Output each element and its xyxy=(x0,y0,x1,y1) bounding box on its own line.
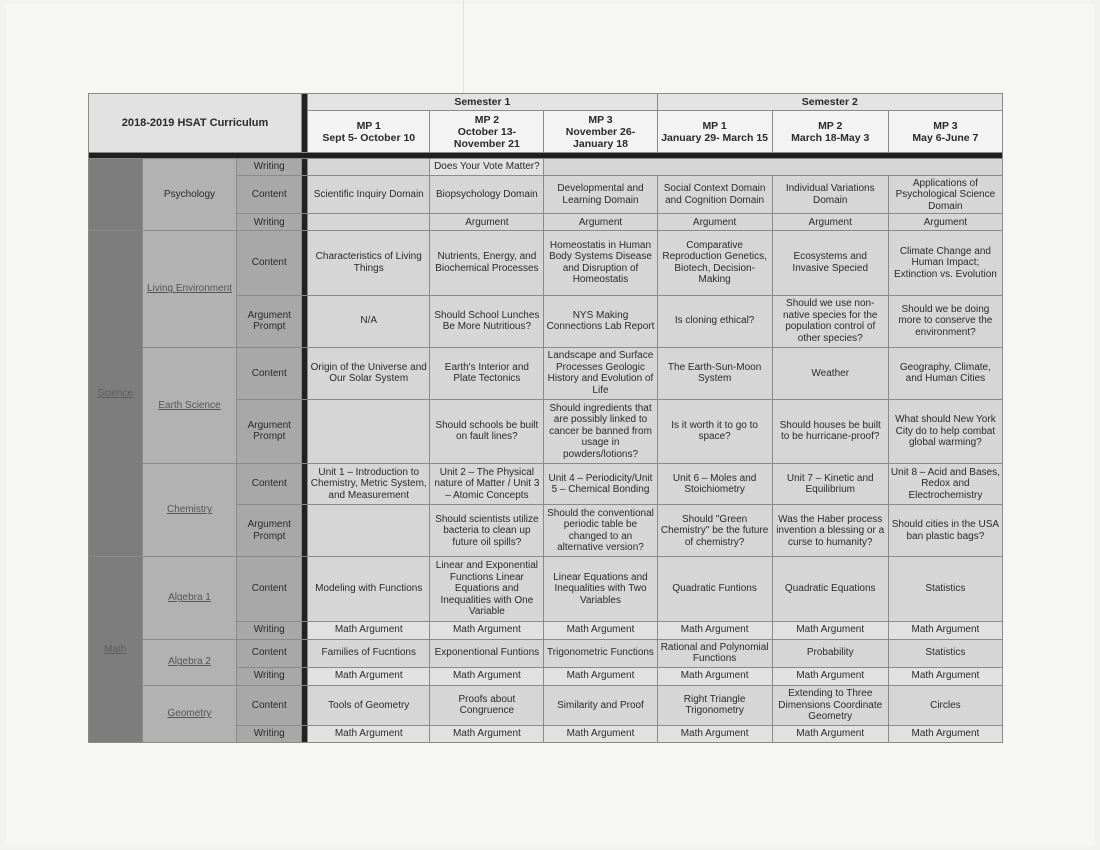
table-cell xyxy=(308,214,430,231)
table-cell: Trigonometric Functions xyxy=(544,639,657,667)
semester-1-header: Semester 1 xyxy=(308,94,657,111)
table-cell: Earth's Interior and Plate Tectonics xyxy=(430,347,544,399)
subject-algebra-1: Algebra 1 xyxy=(142,557,237,639)
table-cell: Extending to Three Dimensions Coordinate Geometry xyxy=(772,685,888,725)
table-cell: Unit 4 – Periodicity/Unit 5 – Chemical Bonding xyxy=(544,464,657,505)
subject-algebra-2: Algebra 2 xyxy=(142,639,237,685)
table-cell: Should we be doing more to conserve the environment? xyxy=(888,295,1002,347)
table-cell: Nutrients, Energy, and Biochemical Processes xyxy=(430,231,544,295)
table-cell: Should we use non-native species for the population control of other species? xyxy=(772,295,888,347)
table-cell: NYS Making Connections Lab Report xyxy=(544,295,657,347)
type-writing: Writing xyxy=(237,621,302,639)
type-writing: Writing xyxy=(237,667,302,685)
table-cell: Unit 7 – Kinetic and Equilibrium xyxy=(772,464,888,505)
table-cell: Quadratic Equations xyxy=(772,557,888,621)
table-cell: Characteristics of Living Things xyxy=(308,231,430,295)
table-cell: Does Your Vote Matter? xyxy=(430,159,544,176)
type-argument-prompt: Argument Prompt xyxy=(237,399,302,463)
type-content: Content xyxy=(237,685,302,725)
subject-chemistry: Chemistry xyxy=(142,464,237,557)
table-cell: Should schools be built on fault lines? xyxy=(430,399,544,463)
paper-fold-line xyxy=(463,0,464,95)
table-cell: Biopsychology Domain xyxy=(430,176,544,214)
subject-earth-science: Earth Science xyxy=(142,347,237,463)
table-cell: Probability xyxy=(772,639,888,667)
table-cell: Math Argument xyxy=(544,725,657,742)
table-cell: Should School Lunches Be More Nutritious? xyxy=(430,295,544,347)
table-cell: Exponentional Funtions xyxy=(430,639,544,667)
table-cell: Should scientists utilize bacteria to clean up future oil spills? xyxy=(430,505,544,557)
mp-header: MP 2 October 13-November 21 xyxy=(430,111,544,153)
table-cell: Is cloning ethical? xyxy=(657,295,772,347)
table-cell: Should ingredients that are possibly linked to cancer be banned from usage in powders/lotions? xyxy=(544,399,657,463)
table-cell: Math Argument xyxy=(308,667,430,685)
table-cell: Linear and Exponential Functions Linear Equations and Inequalities with One Variable xyxy=(430,557,544,621)
table-cell: Right Triangle Trigonometry xyxy=(657,685,772,725)
subject-psychology: Psychology xyxy=(142,159,237,231)
table-cell: Social Context Domain and Cognition Domain xyxy=(657,176,772,214)
table-cell: Math Argument xyxy=(430,667,544,685)
table-cell: Math Argument xyxy=(657,667,772,685)
type-writing: Writing xyxy=(237,159,302,176)
table-cell: Math Argument xyxy=(657,725,772,742)
table-cell: Geography, Climate, and Human Cities xyxy=(888,347,1002,399)
type-content: Content xyxy=(237,557,302,621)
table-cell: Origin of the Universe and Our Solar System xyxy=(308,347,430,399)
table-cell: Argument xyxy=(544,214,657,231)
table-cell: Should houses be built to be hurricane-proof? xyxy=(772,399,888,463)
domain-math: Math xyxy=(89,557,143,743)
table-cell: Statistics xyxy=(888,639,1002,667)
table-cell: Proofs about Congruence xyxy=(430,685,544,725)
table-cell: Math Argument xyxy=(430,621,544,639)
mp-header: MP 1 Sept 5- October 10 xyxy=(308,111,430,153)
table-cell: Applications of Psychological Science Domain xyxy=(888,176,1002,214)
table-cell: Math Argument xyxy=(544,621,657,639)
type-writing: Writing xyxy=(237,725,302,742)
table-cell: Math Argument xyxy=(772,725,888,742)
table-cell: Should the conventional periodic table be changed to an alternative version? xyxy=(544,505,657,557)
table-cell: Rational and Polynomial Functions xyxy=(657,639,772,667)
table-title: 2018-2019 HSAT Curriculum xyxy=(89,94,302,153)
mp-header: MP 3 November 26-January 18 xyxy=(544,111,657,153)
table-cell: Individual Variations Domain xyxy=(772,176,888,214)
table-cell: Families of Fucntions xyxy=(308,639,430,667)
type-content: Content xyxy=(237,464,302,505)
table-cell: Argument xyxy=(888,214,1002,231)
table-cell: Math Argument xyxy=(772,667,888,685)
semester-2-header: Semester 2 xyxy=(657,94,1002,111)
table-cell: Should "Green Chemistry" be the future of chemistry? xyxy=(657,505,772,557)
table-cell xyxy=(544,159,1003,176)
table-cell: Unit 6 – Moles and Stoichiometry xyxy=(657,464,772,505)
mp-header: MP 1 January 29- March 15 xyxy=(657,111,772,153)
subject-living-environment: Living Environment xyxy=(142,231,237,347)
table-cell: Similarity and Proof xyxy=(544,685,657,725)
domain-blank xyxy=(89,159,143,231)
table-cell: Was the Haber process invention a blessing or a curse to humanity? xyxy=(772,505,888,557)
table-cell: Math Argument xyxy=(430,725,544,742)
table-cell: Quadratic Funtions xyxy=(657,557,772,621)
table-cell: Ecosystems and Invasive Specied xyxy=(772,231,888,295)
table-cell: Climate Change and Human Impact; Extinction vs. Evolution xyxy=(888,231,1002,295)
table-cell: Circles xyxy=(888,685,1002,725)
table-cell: Modeling with Functions xyxy=(308,557,430,621)
table-cell: Math Argument xyxy=(544,667,657,685)
mp-header: MP 2 March 18-May 3 xyxy=(772,111,888,153)
table-cell: N/A xyxy=(308,295,430,347)
table-cell: Is it worth it to go to space? xyxy=(657,399,772,463)
type-content: Content xyxy=(237,176,302,214)
table-cell: Math Argument xyxy=(888,725,1002,742)
table-cell: Argument xyxy=(772,214,888,231)
table-cell: Statistics xyxy=(888,557,1002,621)
table-cell: Math Argument xyxy=(772,621,888,639)
table-cell: Comparative Reproduction Genetics, Biotech, Decision-Making xyxy=(657,231,772,295)
type-content: Content xyxy=(237,231,302,295)
table-cell: Should cities in the USA ban plastic bags? xyxy=(888,505,1002,557)
table-cell: What should New York City do to help combat global warming? xyxy=(888,399,1002,463)
table-cell: Unit 2 – The Physical nature of Matter / Unit 3 – Atomic Concepts xyxy=(430,464,544,505)
type-content: Content xyxy=(237,347,302,399)
type-content: Content xyxy=(237,639,302,667)
table-cell: Math Argument xyxy=(888,667,1002,685)
table-cell: Linear Equations and Inequalities with Two Variables xyxy=(544,557,657,621)
table-cell: The Earth-Sun-Moon System xyxy=(657,347,772,399)
table-cell: Tools of Geometry xyxy=(308,685,430,725)
table-cell: Math Argument xyxy=(308,725,430,742)
type-argument-prompt: Argument Prompt xyxy=(237,505,302,557)
type-writing: Writing xyxy=(237,214,302,231)
table-cell: Unit 8 – Acid and Bases, Redox and Electrochemistry xyxy=(888,464,1002,505)
table-cell: Argument xyxy=(430,214,544,231)
table-cell: Math Argument xyxy=(308,621,430,639)
table-cell xyxy=(308,159,430,176)
table-cell: Unit 1 – Introduction to Chemistry, Metric System, and Measurement xyxy=(308,464,430,505)
table-cell: Scientific Inquiry Domain xyxy=(308,176,430,214)
table-cell xyxy=(308,399,430,463)
table-cell: Math Argument xyxy=(657,621,772,639)
table-cell: Weather xyxy=(772,347,888,399)
table-cell: Homeostatis in Human Body Systems Disease and Disruption of Homeostatis xyxy=(544,231,657,295)
table-cell: Math Argument xyxy=(888,621,1002,639)
table-cell: Landscape and Surface Processes Geologic History and Evolution of Life xyxy=(544,347,657,399)
mp-header: MP 3 May 6-June 7 xyxy=(888,111,1002,153)
domain-science: Science xyxy=(89,231,143,557)
table-cell: Developmental and Learning Domain xyxy=(544,176,657,214)
subject-geometry: Geometry xyxy=(142,685,237,742)
type-argument-prompt: Argument Prompt xyxy=(237,295,302,347)
table-cell: Argument xyxy=(657,214,772,231)
table-cell xyxy=(308,505,430,557)
curriculum-table xyxy=(88,93,1003,743)
